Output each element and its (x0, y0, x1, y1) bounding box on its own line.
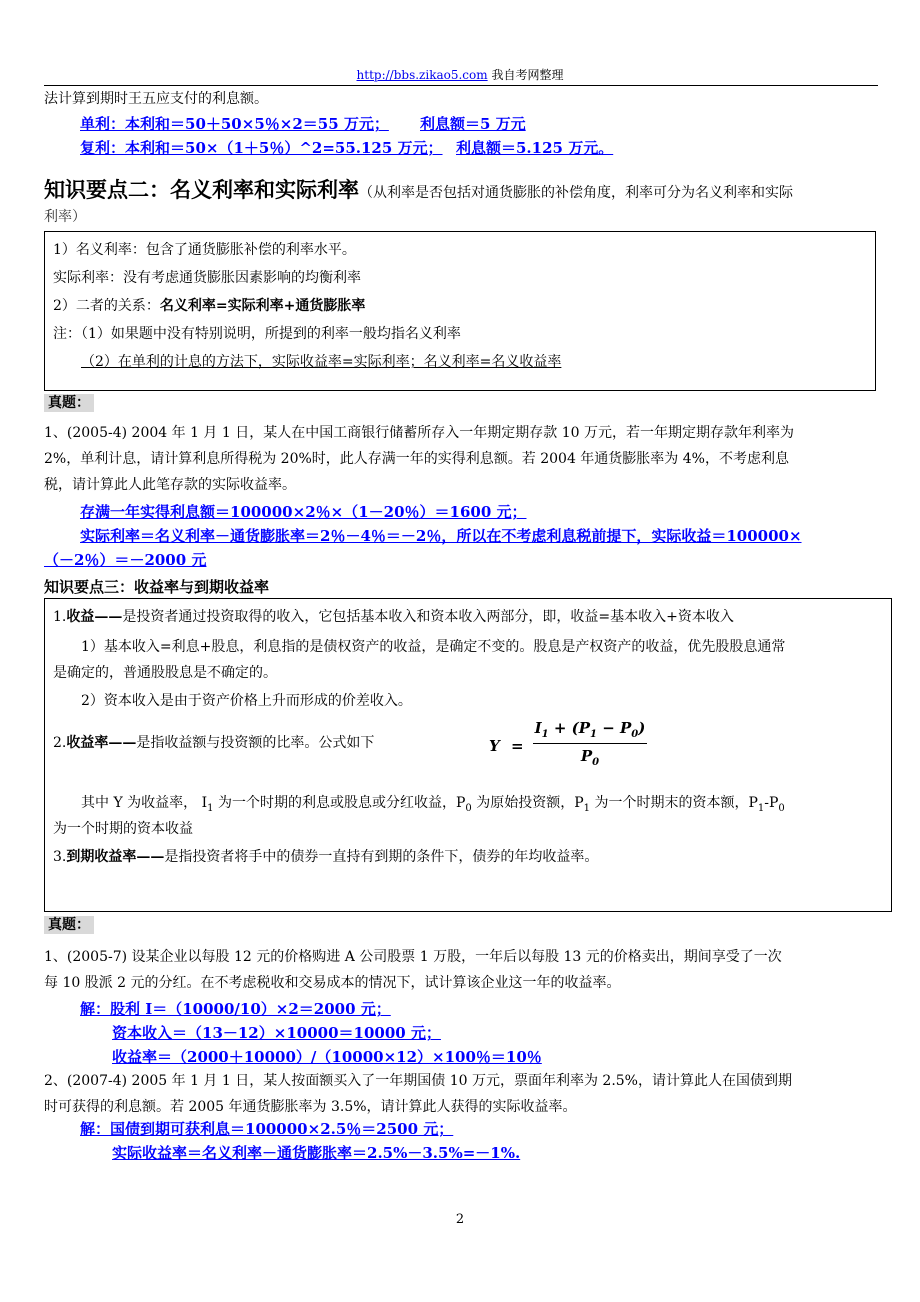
definition-box (44, 231, 876, 391)
site-link[interactable]: http://bbs.zikao5.com (356, 68, 488, 82)
q2-answer-1: 解：股利 I＝（10000/10）×2＝2000 元； (80, 1000, 391, 1018)
yield-line-4: 2）资本收入是由于资产价格上升而形成的价差收入。 (81, 693, 412, 709)
page-number: 2 (455, 1212, 465, 1227)
section2-heading (44, 174, 793, 204)
fraction-bar (533, 743, 647, 744)
page-header (0, 66, 920, 83)
yield-line-5: 2.收益率——是指收益额与投资额的比率。公式如下 (53, 735, 375, 751)
question-1: 1、(2005-4) 2004 年 1 月 1 日，某人在中国工商银行储蓄所存入一年期定期存款 10 万元，若一年期定期存款年利率为 2%，单利计息，请计算利息所得税为 20%时，此人存满一年的实得利息额。若 2004 年通货膨胀率为 4%，不考虑利息 税，请计算此人此笔存款的实际收益率。 (44, 425, 794, 493)
relation-formula: 名义利率=实际利率+通货膨胀率 (159, 298, 366, 314)
header-rule (44, 85, 878, 86)
header-suffix: 我自考网整理 (491, 68, 564, 82)
question-2: 1、(2005-7) 设某企业以每股 12 元的价格购进 A 公司股票 1 万股，一年后以每股 13 元的价格卖出，期间享受了一次 每 10 股派 2 元的分红。在不考虑税收和交易成本的情况下，试计算该企业这一年的收益率。 (44, 949, 782, 991)
box-line-2: 实际利率：没有考虑通货膨胀因素影响的均衡利率 (53, 270, 361, 286)
q1-answer-2: 实际利率＝名义利率－通货膨胀率＝2％－4％＝－2％，所以在不考虑利息税前提下，实际收益＝100000× (80, 527, 802, 545)
yield-line-6: 其中 Y 为收益率， $I_1$ 为一个时期的利息或股息或分红收益，$P_0$ 为原始投资额，$P_1$ 为一个时期末的资本额，$P_1-P_0$ (81, 795, 785, 814)
yield-line-7: 为一个时期的资本收益 (53, 821, 193, 837)
simple-interest-a: 单利：本利和＝50＋50×5％×2＝55 万元； (80, 115, 389, 133)
box-line-4: 注：（1）如果题中没有特别说明，所提到的利率一般均指名义利率 (53, 326, 461, 342)
q2-answer-2: 资本收入＝（13－12）×10000＝10000 元； (112, 1024, 441, 1042)
q3-answer-1: 解：国债到期可获利息＝100000×2.5％＝2500 元； (80, 1120, 454, 1138)
box-line-1: 1）名义利率：包含了通货膨胀补偿的利率水平。 (53, 242, 356, 258)
box-line-3: 2）二者的关系：名义利率=实际利率+通货膨胀率 (53, 298, 366, 314)
yield-line-3: 是确定的，普通股股息是不确定的。 (53, 665, 277, 681)
yield-formula-eq: = (511, 737, 524, 755)
zhenti-label-1: 真题： (44, 394, 94, 412)
yield-line-1: 1.收益——是投资者通过投资取得的收入，它包括基本收入和资本收入两部分，即，收益=基本收入+资本收入 (53, 609, 734, 625)
q1-answer-1: 存满一年实得利息额＝100000×2％×（1－20％）＝1600 元； (80, 503, 527, 521)
q1-answer-3: （－2％）＝－2000 元 (44, 551, 207, 569)
yield-formula-denominator: $P_0$ (580, 747, 600, 768)
box-line-5: （2）在单利的计息的方法下，实际收益率=实际利率；名义利率=名义收益率 (81, 354, 562, 370)
compound-interest-b: 利息额＝5.125 万元。 (456, 139, 614, 157)
yield-line-8: 3.到期收益率——是指投资者将手中的债券一直持有到期的条件下，债券的年均收益率。 (53, 849, 599, 865)
intro-line: 法计算到期时王五应支付的利息额。 (44, 91, 268, 107)
q2-answer-3: 收益率＝（2000＋10000）/（10000×12）×100％＝10％ (112, 1048, 542, 1066)
yield-box (44, 598, 892, 912)
zhenti-label-2: 真题： (44, 916, 94, 934)
section3-title: 知识要点三：收益率与到期收益率 (44, 578, 270, 596)
section2-subtitle: （从利率是否包括对通货膨胀的补偿角度，利率可分为名义利率和实际 (359, 185, 793, 201)
compound-interest-a: 复利：本利和＝50×（1＋5％）^2=55.125 万元； (80, 139, 443, 157)
question-3: 2、(2007-4) 2005 年 1 月 1 日，某人按面额买入了一年期国债 10 万元，票面年利率为 2.5%，请计算此人在国债到期 时可获得的利息额。若 2005 年通货膨胀率为 3.5%，请计算此人获得的实际收益率。 (44, 1073, 792, 1115)
simple-interest-b: 利息额＝5 万元 (420, 115, 526, 133)
section2-subtitle-cont: 利率） (44, 209, 86, 225)
yield-formula-y: Y (489, 737, 500, 755)
yield-line-2: 1）基本收入=利息+股息，利息指的是债权资产的收益，是确定不变的。股息是产权资产的收益，优先股股息通常 (81, 639, 786, 655)
yield-formula-numerator: $I_1 + (P_1 - P_0)$ (534, 719, 646, 740)
q3-answer-2: 实际收益率＝名义利率－通货膨胀率＝2.5%－3.5%=－1%. (112, 1144, 521, 1162)
section2-title: 知识要点二：名义利率和实际利率 (44, 177, 359, 202)
